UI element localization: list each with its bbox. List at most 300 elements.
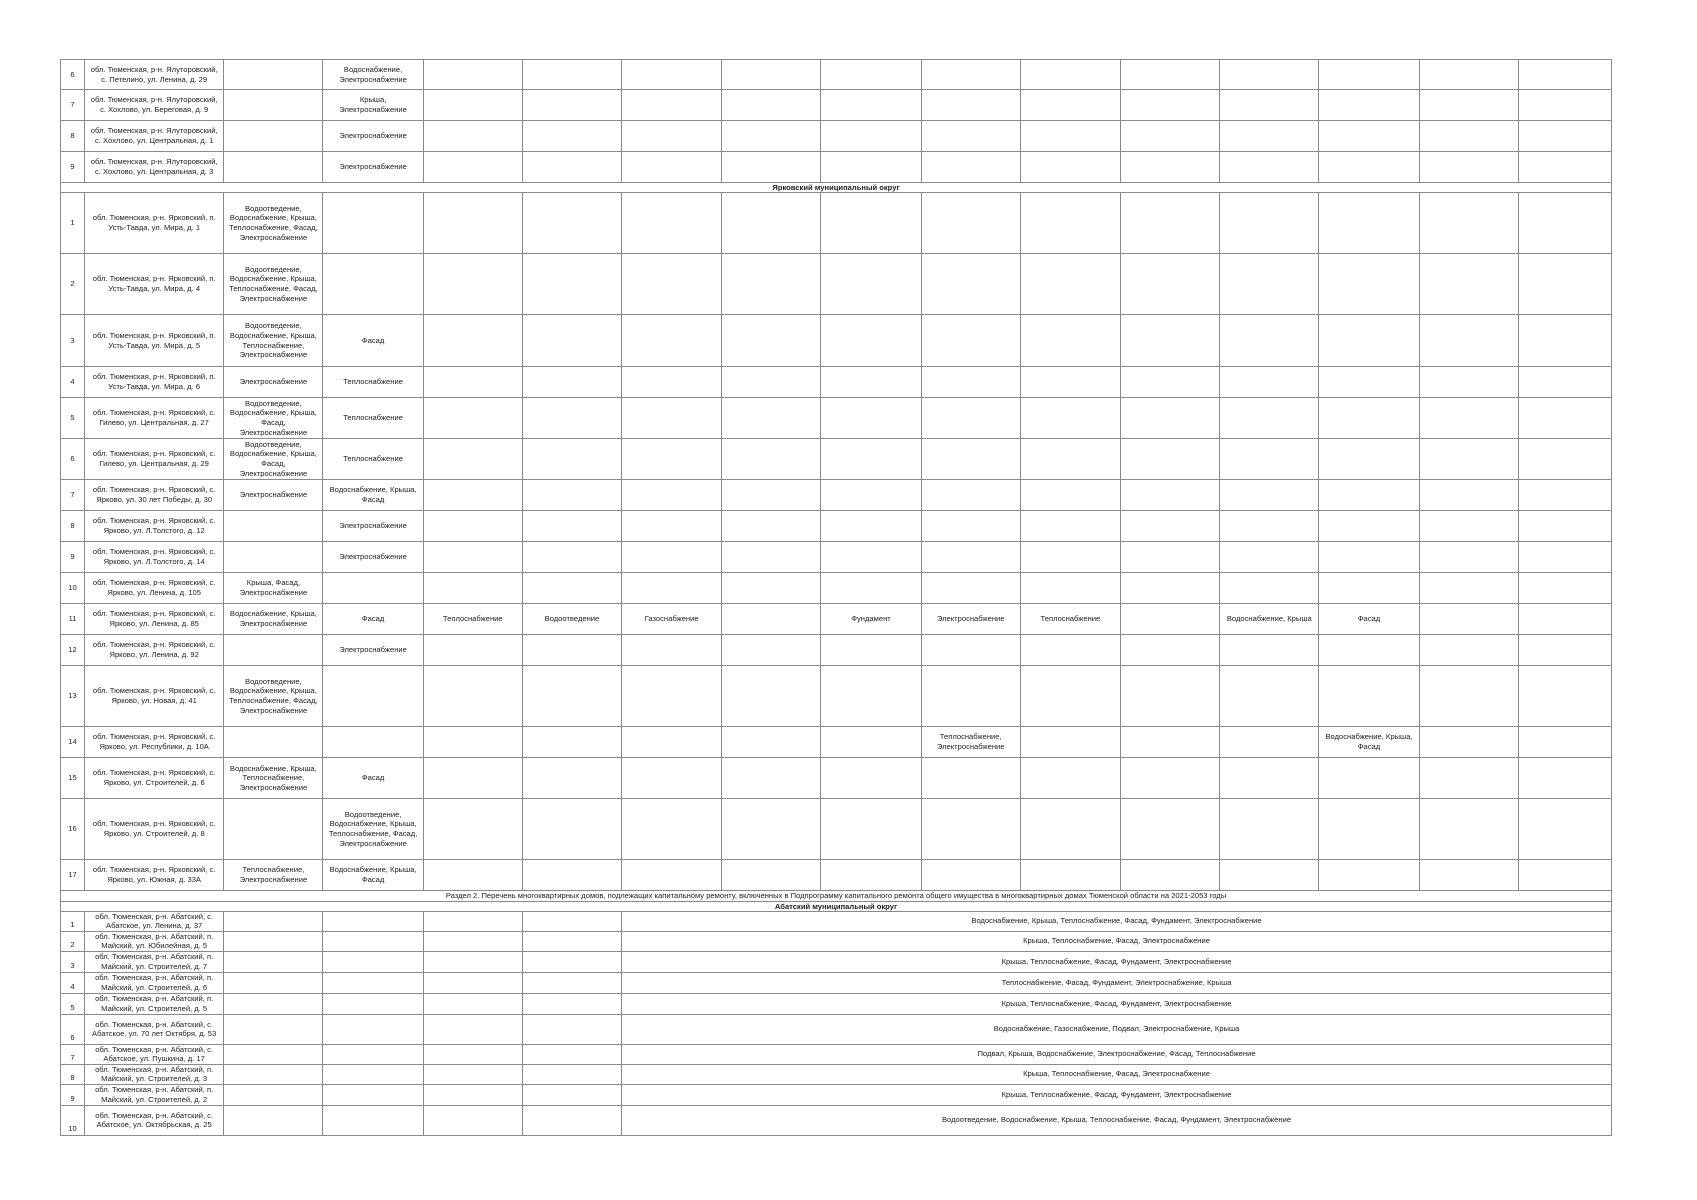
work-cell	[1419, 367, 1518, 398]
address-cell: обл. Тюменская, р-н. Абатский, п. Майский, ул. Строителей, д. 7	[85, 951, 224, 972]
work-cell	[323, 1105, 423, 1135]
row-number: 2	[61, 254, 85, 315]
work-cell	[423, 480, 522, 511]
work-cell	[722, 152, 821, 183]
work-cell	[1419, 90, 1518, 121]
work-cell: Электроснабжение	[323, 542, 423, 573]
work-cell	[622, 60, 722, 90]
work-cell	[323, 993, 423, 1014]
work-cell	[622, 90, 722, 121]
work-cell: Теплоснабжение	[323, 439, 423, 480]
work-cell	[1220, 193, 1319, 254]
work-cell	[1319, 635, 1419, 666]
work-cell	[224, 727, 323, 758]
table-row	[61, 152, 1612, 183]
work-cell	[1220, 398, 1319, 439]
work-cell	[1020, 193, 1120, 254]
work-cell	[821, 152, 921, 183]
work-cell	[1020, 367, 1120, 398]
work-cell	[1319, 60, 1419, 90]
work-cell	[622, 860, 722, 891]
work-cell	[622, 573, 722, 604]
work-cell	[1319, 666, 1419, 727]
work-cell: Водоснабжение, Крыша, Теплоснабжение, Электроснабжение	[224, 758, 323, 799]
work-cell: Электроснабжение	[224, 367, 323, 398]
work-cell	[1319, 573, 1419, 604]
work-cell	[1120, 511, 1219, 542]
address-cell: обл. Тюменская, р-н. Ярковский, с. Ярково, ул. Южная, д. 33А	[85, 860, 224, 891]
table-row	[61, 993, 1612, 1014]
works-list: Крыша, Теплоснабжение, Фасад, Электроснабжение	[622, 1064, 1612, 1084]
work-cell	[921, 121, 1020, 152]
row-number: 6	[61, 60, 85, 90]
work-cell	[1120, 758, 1219, 799]
work-cell	[224, 152, 323, 183]
work-cell: Водоотведение, Водоснабжение, Крыша, Теплоснабжение, Фасад, Электроснабжение	[224, 666, 323, 727]
work-cell	[522, 480, 621, 511]
work-cell	[1020, 439, 1120, 480]
work-cell	[821, 511, 921, 542]
table-row	[61, 666, 1612, 727]
work-cell	[1120, 604, 1219, 635]
work-cell: Водоотведение, Водоснабжение, Крыша, Фасад, Электроснабжение	[224, 398, 323, 439]
work-cell: Водоснабжение, Электроснабжение	[323, 60, 423, 90]
work-cell	[921, 90, 1020, 121]
table-row	[61, 60, 1612, 90]
table-row	[61, 398, 1612, 439]
table-row	[61, 604, 1612, 635]
work-cell	[821, 727, 921, 758]
work-cell	[821, 398, 921, 439]
works-list: Теплоснабжение, Фасад, Фундамент, Электроснабжение, Крыша	[622, 972, 1612, 993]
work-cell	[1319, 152, 1419, 183]
work-cell	[722, 398, 821, 439]
work-cell	[423, 315, 522, 367]
work-cell: Фасад	[1319, 604, 1419, 635]
address-cell: обл. Тюменская, р-н. Ярковский, с. Гилево, ул. Центральная, д. 29	[85, 439, 224, 480]
work-cell: Водоснабжение, Крыша, Фасад	[323, 860, 423, 891]
work-cell	[622, 758, 722, 799]
address-cell: обл. Тюменская, р-н. Ярковский, п. Усть-Тавда, ул. Мира, д. 1	[85, 193, 224, 254]
work-cell	[1319, 90, 1419, 121]
row-number: 15	[61, 758, 85, 799]
work-cell	[224, 90, 323, 121]
work-cell	[522, 666, 621, 727]
work-cell	[323, 254, 423, 315]
work-cell	[921, 573, 1020, 604]
address-cell: обл. Тюменская, р-н. Ярковский, с. Ярково, ул. Строителей, д. 8	[85, 799, 224, 860]
table-row	[61, 972, 1612, 993]
work-cell	[323, 972, 423, 993]
work-cell	[1319, 758, 1419, 799]
work-cell	[1020, 542, 1120, 573]
work-cell	[1020, 573, 1120, 604]
work-cell	[224, 799, 323, 860]
address-cell: обл. Тюменская, р-н. Ярковский, с. Ярково, ул. Строителей, д. 6	[85, 758, 224, 799]
work-cell	[1419, 860, 1518, 891]
work-cell	[224, 1014, 323, 1044]
work-cell	[1220, 367, 1319, 398]
work-cell	[921, 193, 1020, 254]
work-cell	[1419, 604, 1518, 635]
table-row	[61, 758, 1612, 799]
work-cell	[522, 799, 621, 860]
capital-repair-table	[60, 59, 1612, 1136]
work-cell: Теплоснабжение, Электроснабжение	[224, 860, 323, 891]
work-cell	[1120, 193, 1219, 254]
work-cell	[821, 635, 921, 666]
work-cell	[423, 1014, 522, 1044]
work-cell	[622, 480, 722, 511]
work-cell	[1419, 511, 1518, 542]
work-cell	[622, 511, 722, 542]
work-cell	[423, 152, 522, 183]
work-cell	[1220, 152, 1319, 183]
work-cell	[1220, 758, 1319, 799]
work-cell	[1518, 635, 1611, 666]
work-cell	[323, 1014, 423, 1044]
work-cell	[821, 439, 921, 480]
work-cell	[522, 635, 621, 666]
table-row	[61, 193, 1612, 254]
row-number: 2	[61, 931, 85, 951]
work-cell	[1020, 758, 1120, 799]
work-cell	[921, 511, 1020, 542]
work-cell	[1419, 60, 1518, 90]
work-cell	[224, 951, 323, 972]
work-cell	[622, 315, 722, 367]
work-cell	[722, 635, 821, 666]
work-cell	[224, 1064, 323, 1084]
work-cell	[622, 398, 722, 439]
work-cell	[522, 254, 621, 315]
works-list: Крыша, Теплоснабжение, Фасад, Фундамент, Электроснабжение	[622, 1084, 1612, 1105]
work-cell	[1020, 635, 1120, 666]
work-cell	[1120, 542, 1219, 573]
work-cell	[224, 911, 323, 931]
work-cell: Электроснабжение	[224, 480, 323, 511]
work-cell	[323, 1064, 423, 1084]
table-row	[61, 480, 1612, 511]
work-cell	[722, 573, 821, 604]
address-cell: обл. Тюменская, р-н. Ярковский, с. Ярково, ул. Новая, д. 41	[85, 666, 224, 727]
work-cell	[622, 367, 722, 398]
work-cell	[522, 911, 621, 931]
work-cell	[423, 860, 522, 891]
row-number: 5	[61, 398, 85, 439]
work-cell	[224, 1105, 323, 1135]
work-cell	[821, 758, 921, 799]
work-cell	[1220, 799, 1319, 860]
work-cell	[1419, 315, 1518, 367]
work-cell	[423, 911, 522, 931]
table-row	[61, 1064, 1612, 1084]
work-cell	[1419, 439, 1518, 480]
work-cell	[423, 398, 522, 439]
address-cell: обл. Тюменская, р-н. Ярковский, с. Ярково, ул. Ленина, д. 92	[85, 635, 224, 666]
work-cell	[821, 90, 921, 121]
work-cell: Теплоснабжение	[323, 367, 423, 398]
work-cell	[1419, 480, 1518, 511]
work-cell	[1319, 439, 1419, 480]
work-cell	[921, 439, 1020, 480]
work-cell: Крыша, Электроснабжение	[323, 90, 423, 121]
row-number: 4	[61, 972, 85, 993]
table-row	[61, 367, 1612, 398]
district-title: Ярковский муниципальный округ	[61, 183, 1612, 193]
work-cell	[1020, 727, 1120, 758]
work-cell	[1419, 635, 1518, 666]
row-number: 4	[61, 367, 85, 398]
address-cell: обл. Тюменская, р-н. Ялуторовский, с. Хохлово, ул. Береговая, д. 9	[85, 90, 224, 121]
row-number: 14	[61, 727, 85, 758]
work-cell	[1020, 60, 1120, 90]
district-title: Абатский муниципальный округ	[61, 901, 1612, 911]
work-cell	[1120, 121, 1219, 152]
works-list: Водоснабжение, Газоснабжение, Подвал, Электроснабжение, Крыша	[622, 1014, 1612, 1044]
row-number: 6	[61, 439, 85, 480]
address-cell: обл. Тюменская, р-н. Ярковский, п. Усть-Тавда, ул. Мира, д. 4	[85, 254, 224, 315]
work-cell	[1020, 121, 1120, 152]
work-cell	[1020, 860, 1120, 891]
work-cell	[323, 1044, 423, 1064]
work-cell	[1220, 860, 1319, 891]
work-cell: Фасад	[323, 758, 423, 799]
table-row	[61, 573, 1612, 604]
work-cell	[722, 799, 821, 860]
work-cell: Водоотведение	[522, 604, 621, 635]
work-cell: Водоснабжение, Крыша	[1220, 604, 1319, 635]
table-row	[61, 799, 1612, 860]
work-cell	[224, 993, 323, 1014]
work-cell	[622, 666, 722, 727]
work-cell	[1120, 315, 1219, 367]
work-cell	[1518, 367, 1611, 398]
work-cell	[622, 727, 722, 758]
address-cell: обл. Тюменская, р-н. Ярковский, п. Усть-Тавда, ул. Мира, д. 6	[85, 367, 224, 398]
work-cell	[323, 931, 423, 951]
work-cell	[522, 1064, 621, 1084]
work-cell	[1120, 480, 1219, 511]
address-cell: обл. Тюменская, р-н. Ярковский, с. Ярково, ул. Республики, д. 10А	[85, 727, 224, 758]
table-row	[61, 911, 1612, 931]
work-cell: Электроснабжение	[921, 604, 1020, 635]
address-cell: обл. Тюменская, р-н. Абатский, с. Абатское, ул. 70 лет Октября, д. 53	[85, 1014, 224, 1044]
row-number: 11	[61, 604, 85, 635]
works-list: Крыша, Теплоснабжение, Фасад, Фундамент, Электроснабжение	[622, 993, 1612, 1014]
work-cell	[1319, 121, 1419, 152]
row-number: 8	[61, 1064, 85, 1084]
work-cell	[1120, 90, 1219, 121]
work-cell	[224, 931, 323, 951]
table-row	[61, 931, 1612, 951]
table-row	[61, 1084, 1612, 1105]
work-cell: Водоотведение, Водоснабжение, Крыша, Теплоснабжение, Фасад, Электроснабжение	[224, 193, 323, 254]
work-cell	[1220, 666, 1319, 727]
work-cell	[1020, 254, 1120, 315]
work-cell	[522, 1044, 621, 1064]
row-number: 5	[61, 993, 85, 1014]
works-list: Крыша, Теплоснабжение, Фасад, Электроснабжение	[622, 931, 1612, 951]
work-cell	[1518, 90, 1611, 121]
address-cell: обл. Тюменская, р-н. Ярковский, с. Ярково, ул. Л.Толстого, д. 14	[85, 542, 224, 573]
work-cell	[423, 1084, 522, 1105]
work-cell	[821, 367, 921, 398]
section-header-row	[61, 183, 1612, 193]
work-cell: Электроснабжение	[323, 152, 423, 183]
work-cell	[821, 254, 921, 315]
work-cell	[1518, 121, 1611, 152]
work-cell	[423, 951, 522, 972]
work-cell	[323, 911, 423, 931]
work-cell	[821, 799, 921, 860]
row-number: 8	[61, 121, 85, 152]
work-cell	[423, 993, 522, 1014]
work-cell	[722, 860, 821, 891]
work-cell	[224, 972, 323, 993]
row-number: 3	[61, 315, 85, 367]
work-cell	[423, 1064, 522, 1084]
work-cell	[1220, 254, 1319, 315]
work-cell	[522, 758, 621, 799]
work-cell	[1120, 799, 1219, 860]
work-cell	[1120, 254, 1219, 315]
work-cell	[1518, 666, 1611, 727]
work-cell	[1220, 121, 1319, 152]
work-cell	[1020, 799, 1120, 860]
work-cell	[423, 1044, 522, 1064]
table-row	[61, 254, 1612, 315]
work-cell: Фундамент	[821, 604, 921, 635]
address-cell: обл. Тюменская, р-н. Ярковский, с. Ярково, ул. Ленина, д. 105	[85, 573, 224, 604]
work-cell	[1220, 727, 1319, 758]
work-cell	[921, 315, 1020, 367]
work-cell	[1220, 635, 1319, 666]
work-cell: Электроснабжение	[323, 121, 423, 152]
work-cell	[722, 193, 821, 254]
work-cell	[821, 480, 921, 511]
work-cell	[722, 121, 821, 152]
row-number: 10	[61, 1105, 85, 1135]
work-cell	[1419, 727, 1518, 758]
work-cell	[423, 1105, 522, 1135]
row-number: 9	[61, 1084, 85, 1105]
work-cell	[522, 860, 621, 891]
work-cell	[1419, 398, 1518, 439]
work-cell	[323, 951, 423, 972]
work-cell	[622, 193, 722, 254]
row-number: 8	[61, 511, 85, 542]
work-cell	[1419, 254, 1518, 315]
work-cell	[1319, 254, 1419, 315]
work-cell	[522, 152, 621, 183]
address-cell: обл. Тюменская, р-н. Ярковский, с. Ярково, ул. 30 лет Победы, д. 30	[85, 480, 224, 511]
work-cell	[1319, 799, 1419, 860]
work-cell	[921, 542, 1020, 573]
row-number: 9	[61, 542, 85, 573]
work-cell	[1518, 758, 1611, 799]
table-row	[61, 1014, 1612, 1044]
work-cell	[522, 993, 621, 1014]
work-cell	[921, 60, 1020, 90]
work-cell: Водоотведение, Водоснабжение, Крыша, Теплоснабжение, Фасад, Электроснабжение	[224, 254, 323, 315]
address-cell: обл. Тюменская, р-н. Абатский, п. Майский, ул. Юбилейная, д. 5	[85, 931, 224, 951]
work-cell	[1319, 193, 1419, 254]
work-cell	[1220, 511, 1319, 542]
work-cell: Теплоснабжение, Электроснабжение	[921, 727, 1020, 758]
work-cell	[522, 542, 621, 573]
work-cell	[821, 121, 921, 152]
work-cell	[1319, 367, 1419, 398]
work-cell	[522, 121, 621, 152]
row-number: 7	[61, 1044, 85, 1064]
work-cell: Водоснабжение, Крыша, Фасад	[1319, 727, 1419, 758]
work-cell	[1518, 315, 1611, 367]
work-cell	[1518, 60, 1611, 90]
work-cell	[921, 666, 1020, 727]
work-cell	[423, 121, 522, 152]
table-row	[61, 121, 1612, 152]
work-cell	[1020, 90, 1120, 121]
work-cell	[1120, 60, 1219, 90]
address-cell: обл. Тюменская, р-н. Абатский, с. Абатское, ул. Пушкина, д. 17	[85, 1044, 224, 1064]
work-cell	[1319, 511, 1419, 542]
work-cell	[1020, 398, 1120, 439]
work-cell	[423, 758, 522, 799]
address-cell: обл. Тюменская, р-н. Абатский, с. Абатское, ул. Октябрьская, д. 25	[85, 1105, 224, 1135]
work-cell	[423, 439, 522, 480]
work-cell	[821, 666, 921, 727]
work-cell	[622, 635, 722, 666]
works-list: Крыша, Теплоснабжение, Фасад, Фундамент, Электроснабжение	[622, 951, 1612, 972]
work-cell	[522, 972, 621, 993]
work-cell	[1319, 542, 1419, 573]
work-cell	[423, 60, 522, 90]
work-cell	[522, 1084, 621, 1105]
address-cell: обл. Тюменская, р-н. Ялуторовский, с. Хохлово, ул. Центральная, д. 3	[85, 152, 224, 183]
work-cell	[1319, 398, 1419, 439]
work-cell	[1319, 315, 1419, 367]
work-cell	[1419, 666, 1518, 727]
address-cell: обл. Тюменская, р-н. Ярковский, п. Усть-Тавда, ул. Мира, д. 5	[85, 315, 224, 367]
work-cell: Водоотведение, Водоснабжение, Крыша, Теплоснабжение, Фасад, Электроснабжение	[323, 799, 423, 860]
work-cell	[423, 635, 522, 666]
work-cell	[722, 60, 821, 90]
work-cell	[1419, 121, 1518, 152]
section-header-row	[61, 901, 1612, 911]
work-cell	[1319, 860, 1419, 891]
work-cell	[1020, 315, 1120, 367]
work-cell	[1120, 439, 1219, 480]
work-cell	[1120, 367, 1219, 398]
work-cell	[522, 1014, 621, 1044]
work-cell	[522, 193, 621, 254]
work-cell	[821, 315, 921, 367]
works-list: Водоотведение, Водоснабжение, Крыша, Теплоснабжение, Фасад, Фундамент, Электроснабжение	[622, 1105, 1612, 1135]
work-cell	[323, 193, 423, 254]
work-cell	[224, 635, 323, 666]
work-cell	[323, 1084, 423, 1105]
work-cell	[323, 573, 423, 604]
work-cell	[622, 121, 722, 152]
work-cell	[921, 758, 1020, 799]
table-row	[61, 439, 1612, 480]
work-cell	[423, 972, 522, 993]
work-cell: Водоснабжение, Крыша, Фасад	[323, 480, 423, 511]
work-cell	[522, 931, 621, 951]
work-cell	[622, 439, 722, 480]
table-row	[61, 727, 1612, 758]
